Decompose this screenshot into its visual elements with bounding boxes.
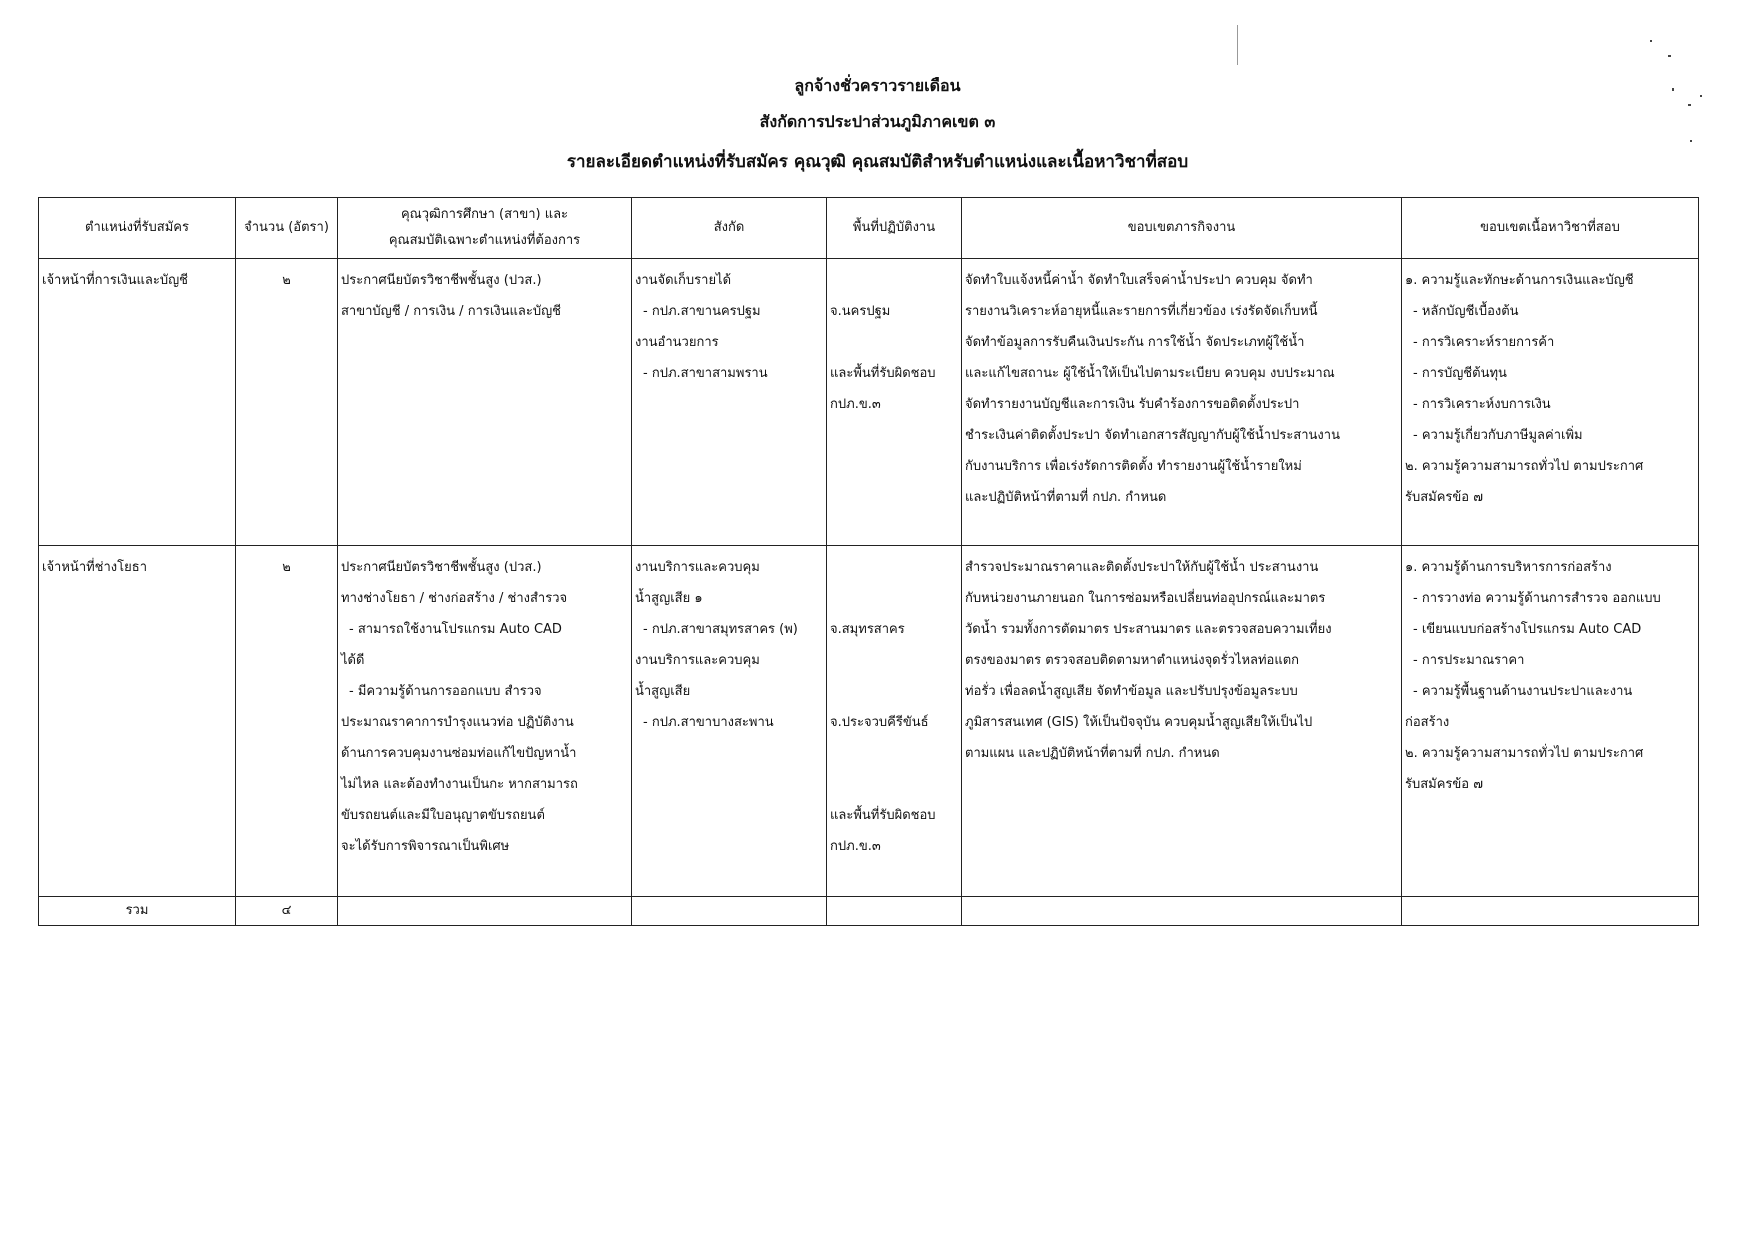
text-line: - การบัญชีต้นทุน <box>1413 366 1507 381</box>
text-line: - กปภ.สาขาสมุทรสาคร (พ) <box>643 622 798 637</box>
text-line: จัดทำใบแจ้งหนี้ค่าน้ำ จัดทำใบเสร็จค่าน้ำประปา ควบคุม จัดทำ <box>965 273 1313 288</box>
text-line: - สามารถใช้งานโปรแกรม Auto CAD <box>349 622 562 637</box>
text-line: - การวางท่อ ความรู้ด้านการสำรวจ ออกแบบ <box>1413 591 1661 606</box>
text-line: ตามแผน และปฏิบัติหน้าที่ตามที่ กปภ. กำหนด <box>965 746 1220 761</box>
scan-speck <box>1668 55 1671 57</box>
text-line: ทางช่างโยธา / ช่างก่อสร้าง / ช่างสำรวจ <box>341 591 568 606</box>
text-line: - กปภ.สาขาสามพราน <box>643 366 768 381</box>
header-position: ตำแหน่งที่รับสมัคร <box>39 198 236 259</box>
text-line: - การประมาณราคา <box>1413 653 1525 668</box>
text-line: ๑. ความรู้ด้านการบริหารการก่อสร้าง <box>1405 560 1612 575</box>
text-line: น้ำสูญเสีย ๑ <box>635 591 703 606</box>
text-line: จะได้รับการพิจารณาเป็นพิเศษ <box>341 839 510 854</box>
header-qualification-line: คุณสมบัติเฉพาะตำแหน่งที่ต้องการ <box>388 233 581 248</box>
cell-position: เจ้าหน้าที่ช่างโยธา <box>39 546 236 897</box>
cell-count: ๒ <box>236 259 338 546</box>
text-line: ชำระเงินค่าติดตั้งประปา จัดทำเอกสารสัญญากับผู้ใช้น้ำประสานงาน <box>965 428 1340 443</box>
empty-cell <box>338 897 632 926</box>
text-line: วัดน้ำ รวมทั้งการตัดมาตร ประสานมาตร และตรวจสอบความเที่ยง <box>965 622 1332 637</box>
empty-cell <box>1402 897 1699 926</box>
total-count: ๔ <box>236 897 338 926</box>
document-subtitle: สังกัดการประปาส่วนภูมิภาคเขต ๓ <box>759 112 996 131</box>
text-line: - การวิเคราะห์งบการเงิน <box>1413 397 1551 412</box>
text-line: จ.ประจวบคีรีขันธ์ <box>830 715 929 730</box>
text-line: ไม่ไหล และต้องทำงานเป็นกะ หากสามารถ <box>341 777 578 792</box>
cell-exam <box>1402 546 1699 897</box>
text-line: - หลักบัญชีเบื้องต้น <box>1413 304 1519 319</box>
text-line: และปฏิบัติหน้าที่ตามที่ กปภ. กำหนด <box>965 490 1167 505</box>
text-line: งานบริการและควบคุม <box>635 653 760 668</box>
text-line: ขับรถยนต์และมีใบอนุญาตขับรถยนต์ <box>341 808 545 823</box>
cell-duties <box>962 259 1402 546</box>
scan-speck <box>1672 88 1674 91</box>
header-exam: ขอบเขตเนื้อหาวิชาที่สอบ <box>1402 198 1699 259</box>
empty-cell <box>962 897 1402 926</box>
text-line: จัดทำรายงานบัญชีและการเงิน รับคำร้องการขอติดตั้งประปา <box>965 397 1300 412</box>
text-line: - การวิเคราะห์รายการค้า <box>1413 335 1555 350</box>
text-line: ๒. ความรู้ความสามารถทั่วไป ตามประกาศ <box>1405 746 1644 761</box>
header-affiliation: สังกัด <box>632 198 827 259</box>
text-line: และแก้ไขสถานะ ผู้ใช้น้ำให้เป็นไปตามระเบียบ ควบคุม งบประมาณ <box>965 366 1335 381</box>
text-line: - ความรู้พื้นฐานด้านงานประปาและงาน <box>1413 684 1633 699</box>
header-qualification-line: คุณวุฒิการศึกษา (สาขา) และ <box>400 207 569 222</box>
text-line: ประกาศนียบัตรวิชาชีพชั้นสูง (ปวส.) <box>341 560 542 575</box>
text-line: รับสมัครข้อ ๗ <box>1405 777 1484 792</box>
empty-cell <box>827 897 962 926</box>
text-line: ตรงของมาตร ตรวจสอบติดตามหาตำแหน่งจุดรั่วไหลท่อแตก <box>965 653 1300 668</box>
text-line: กปภ.ข.๓ <box>830 397 881 412</box>
header-area: พื้นที่ปฏิบัติงาน <box>827 198 962 259</box>
table-row <box>39 546 1699 897</box>
text-line: ได้ดี <box>341 653 365 668</box>
scan-speck <box>1237 25 1238 65</box>
text-line: - เขียนแบบก่อสร้างโปรแกรม Auto CAD <box>1413 622 1642 637</box>
text-line: น้ำสูญเสีย <box>635 684 691 699</box>
cell-qualification <box>338 546 632 897</box>
document-title: ลูกจ้างชั่วคราวรายเดือน <box>794 76 961 95</box>
text-line: - ความรู้เกี่ยวกับภาษีมูลค่าเพิ่ม <box>1413 428 1583 443</box>
positions-table <box>38 197 1699 926</box>
cell-area <box>827 259 962 546</box>
text-line: ประกาศนียบัตรวิชาชีพชั้นสูง (ปวส.) <box>341 273 542 288</box>
text-line: สำรวจประมาณราคาและติดตั้งประปาให้กับผู้ใช้น้ำ ประสานงาน <box>965 560 1319 575</box>
empty-cell <box>632 897 827 926</box>
table-row <box>39 259 1699 546</box>
text-line: ด้านการควบคุมงานซ่อมท่อแก้ไขปัญหาน้ำ <box>341 746 577 761</box>
text-line: จัดทำข้อมูลการรับคืนเงินประกัน การใช้น้ำ จัดประเภทผู้ใช้น้ำ <box>965 335 1305 350</box>
cell-qualification <box>338 259 632 546</box>
text-line: กปภ.ข.๓ <box>830 839 881 854</box>
text-line: ๒. ความรู้ความสามารถทั่วไป ตามประกาศ <box>1405 459 1644 474</box>
scan-speck <box>1688 104 1691 106</box>
cell-position: เจ้าหน้าที่การเงินและบัญชี <box>39 259 236 546</box>
cell-duties <box>962 546 1402 897</box>
text-line: ภูมิสารสนเทศ (GIS) ให้เป็นปัจจุบัน ควบคุมน้ำสูญเสียให้เป็นไป <box>965 715 1313 730</box>
text-line: ๑. ความรู้และทักษะด้านการเงินและบัญชี <box>1405 273 1634 288</box>
text-line: - กปภ.สาขานครปฐม <box>643 304 761 319</box>
document-heading: รายละเอียดตำแหน่งที่รับสมัคร คุณวุฒิ คุณสมบัติสำหรับตำแหน่งและเนื้อหาวิชาที่สอบ <box>566 152 1189 172</box>
table-header-row <box>39 198 1699 259</box>
cell-affiliation <box>632 259 827 546</box>
header-qualification <box>338 198 632 259</box>
text-line: งานบริการและควบคุม <box>635 560 760 575</box>
text-line: - มีความรู้ด้านการออกแบบ สำรวจ <box>349 684 542 699</box>
text-line: ท่อรั่ว เพื่อลดน้ำสูญเสีย จัดทำข้อมูล และปรับปรุงข้อมูลระบบ <box>965 684 1298 699</box>
scan-speck <box>1690 140 1692 142</box>
text-line: ประมาณราคาการบำรุงแนวท่อ ปฏิบัติงาน <box>341 715 574 730</box>
cell-area <box>827 546 962 897</box>
total-label: รวม <box>39 897 236 926</box>
cell-exam <box>1402 259 1699 546</box>
total-row <box>39 897 1699 926</box>
text-line: ก่อสร้าง <box>1405 715 1450 730</box>
text-line: และพื้นที่รับผิดชอบ <box>830 808 936 823</box>
text-line: กับหน่วยงานภายนอก ในการซ่อมหรือเปลี่ยนท่ออุปกรณ์และมาตร <box>965 591 1326 606</box>
cell-count: ๒ <box>236 546 338 897</box>
text-line: งานอำนวยการ <box>635 335 719 350</box>
text-line: จ.สมุทรสาคร <box>830 622 905 637</box>
text-line: รับสมัครข้อ ๗ <box>1405 490 1484 505</box>
header-duties: ขอบเขตภารกิจงาน <box>962 198 1402 259</box>
text-line: กับงานบริการ เพื่อเร่งรัดการติดตั้ง ทำรายงานผู้ใช้น้ำรายใหม่ <box>965 459 1302 474</box>
text-line: และพื้นที่รับผิดชอบ <box>830 366 936 381</box>
text-line: งานจัดเก็บรายได้ <box>635 273 732 288</box>
text-line: - กปภ.สาขาบางสะพาน <box>643 715 774 730</box>
scan-speck <box>1700 95 1702 97</box>
text-line: สาขาบัญชี / การเงิน / การเงินและบัญชี <box>341 304 562 319</box>
scan-speck <box>1650 40 1652 42</box>
cell-affiliation <box>632 546 827 897</box>
text-line: รายงานวิเคราะห์อายุหนี้และรายการที่เกี่ยวข้อง เร่งรัดจัดเก็บหนี้ <box>965 304 1318 319</box>
text-line: จ.นครปฐม <box>830 304 891 319</box>
header-count: จำนวน (อัตรา) <box>236 198 338 259</box>
